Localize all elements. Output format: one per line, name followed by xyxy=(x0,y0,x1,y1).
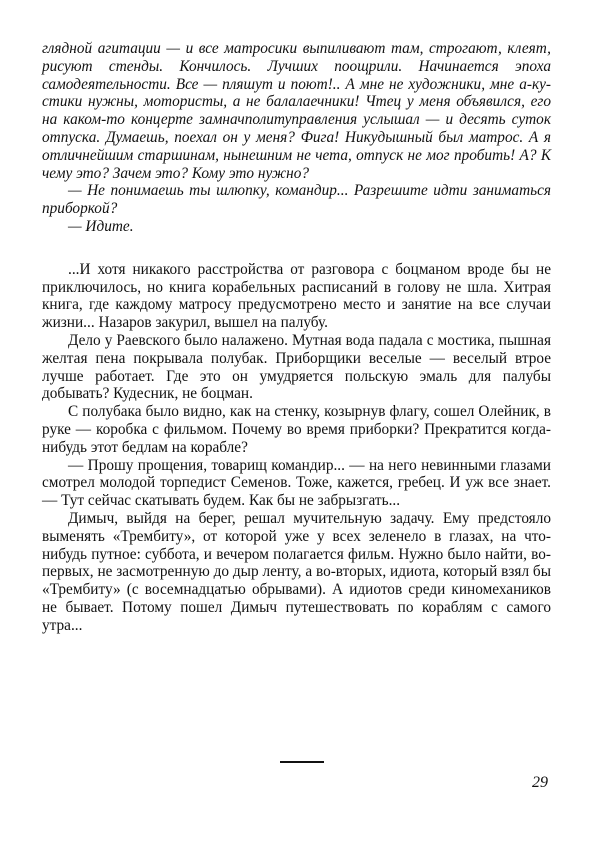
page-number: 29 xyxy=(532,774,548,791)
body-paragraph: Димыч, выйдя на берег, решал мучительную задачу. Ему предстояло выменять «Трембиту», от которой уже у всех зеленело в глазах, на что-нибудь путное: суббота, и вечером полагается фильм. Нужно было найти, во-первых, не засмотренную до дыр ленту, а во-вторых, идиота, который взял бы «Трембиту» (с восемнадцатью обрывами). А идиотов среди киномехаников не бывает. Потому пошел Димыч путешествовать по кораблям с самого утра... xyxy=(42,509,551,634)
page-text xyxy=(42,40,551,635)
body-paragraph: ...И хотя никакого расстройства от разговора с боцманом вроде бы не приключилось, но книга корабельных расписаний в голову не шла. Хитрая книга, где каждому матросу предусмотрено место и занятие на все случаи жизни... Назаров закурил, вышел на палубу. xyxy=(42,260,551,332)
section-gap xyxy=(42,236,551,261)
dialogue-paragraph: — Идите. xyxy=(68,217,134,235)
dialogue-paragraph: — Не понимаешь ты шлюпку, командир... Разрешите идти заниматься приборкой? xyxy=(42,182,551,218)
body-paragraph: Дело у Раевского было налажено. Мутная вода падала с мостика, пышная желтая пена покрывала полубак. Приборщики веселые — веселый втрое лучше работает. Где это он умудряется польскую эмаль для палубы добывать? Кудесник, не боцман. xyxy=(42,331,551,403)
section-divider xyxy=(280,761,324,763)
body-paragraph: С полубака было видно, как на стенку, козырнув флагу, сошел Олейник, в руке — коробка с фильмом. Почему во время приборки? Прекратится когда-нибудь этот бедлам на корабле? xyxy=(42,403,551,456)
dialogue-paragraph: глядной агитации — и все матросики выпиливают там, строгают, клеят, рисуют стенды. Кончилось. Лучших поощрили. Начинается эпоха самодеятельности. Все — пляшут и поют!.. А мне не художники, мне а-ку-стики нужны, мотористы, а не балалаечники! Чтец у меня объявился, его на каком-то концерте замначполитуправления услышал — и десять суток отпуска. Думаешь, поехал он у меня? Фига! Никудышный был матрос. А я отличнейшим старшинам, нынешним не чета, отпуск не мог пробить! А? К чему это? Зачем это? Кому это нужно? xyxy=(42,40,551,182)
body-paragraph: — Прошу прощения, товарищ командир... — на него невинными глазами смотрел молодой торпедист Семенов. Тоже, кажется, гребец. И уж все знает. — Тут сейчас скатывать будем. Как бы не забрызгать... xyxy=(42,456,551,510)
